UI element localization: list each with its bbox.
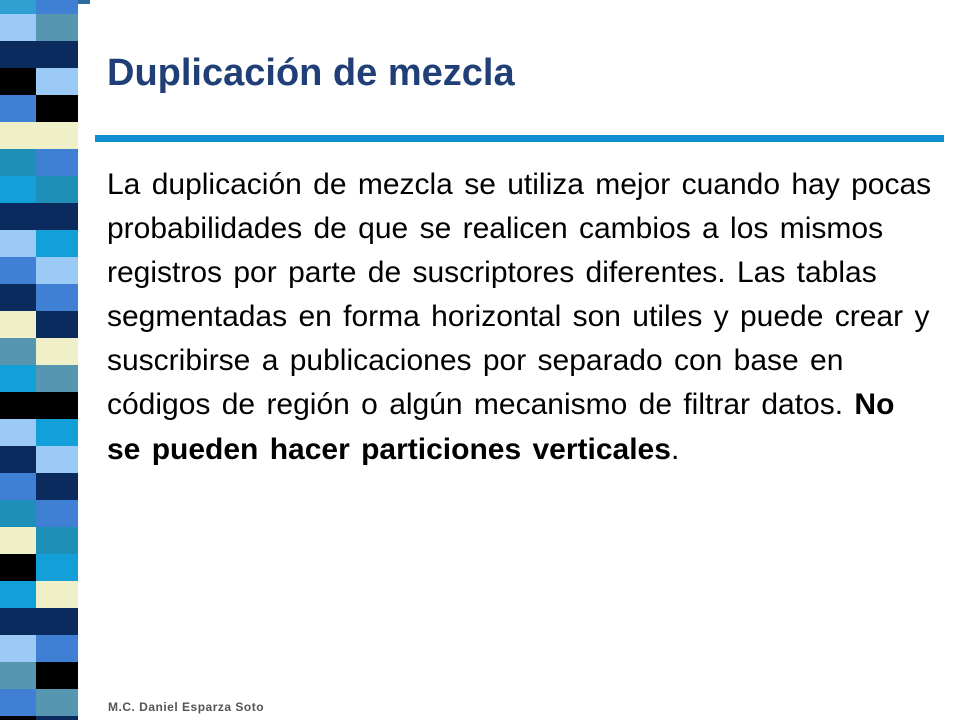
strip-block: [36, 527, 78, 554]
strip-block: [0, 662, 36, 689]
strip-block: [36, 95, 78, 122]
strip-block: [36, 446, 78, 473]
strip-block: [0, 419, 36, 446]
strip-block: [0, 311, 36, 338]
strip-block: [36, 230, 78, 257]
strip-block: [36, 257, 78, 284]
strip-block: [0, 14, 36, 41]
strip-block: [0, 716, 36, 720]
strip-block: [0, 41, 36, 68]
strip-block: [36, 284, 78, 311]
strip-block: [0, 338, 36, 365]
strip-block: [36, 554, 78, 581]
strip-block: [36, 68, 78, 95]
strip-block: [0, 149, 36, 176]
strip-block: [0, 527, 36, 554]
strip-block: [0, 635, 36, 662]
strip-block: [0, 473, 36, 500]
strip-block: [0, 581, 36, 608]
title-divider-rule: [95, 135, 944, 142]
body-text-bold: No se pueden hacer particiones verticales: [107, 388, 895, 466]
strip-block: [36, 419, 78, 446]
slide-body-paragraph: [107, 163, 937, 472]
strip-block: [36, 392, 78, 419]
decorative-side-strip: [0, 0, 78, 720]
strip-block: [36, 203, 78, 230]
strip-block: [36, 176, 78, 203]
strip-block: [0, 608, 36, 635]
strip-block: [36, 635, 78, 662]
strip-block: [36, 149, 78, 176]
strip-block: [36, 14, 78, 41]
strip-block: [36, 311, 78, 338]
strip-block: [0, 0, 36, 14]
strip-block: [36, 716, 78, 720]
strip-block: [36, 365, 78, 392]
body-text-regular: La duplicación de mezcla se utiliza mejor cuando hay pocas probabilidades de que se realicen cambios a los mismos registros por parte de suscriptores diferentes. Las tablas segmentadas en forma horizontal son utiles y puede crear y suscribirse a publicaciones por separado con base en códigos de región o algún mecanismo de filtrar datos.: [107, 168, 932, 422]
slide-footer-author: M.C. Daniel Esparza Soto: [108, 700, 265, 714]
strip-block: [0, 554, 36, 581]
strip-block: [36, 500, 78, 527]
slide-title: Duplicación de mezcla: [107, 52, 515, 94]
strip-block: [0, 689, 36, 716]
strip-block: [0, 365, 36, 392]
strip-block: [0, 176, 36, 203]
strip-block: [36, 338, 78, 365]
strip-edge-accent: [78, 0, 90, 4]
strip-block: [36, 122, 78, 149]
strip-block: [0, 95, 36, 122]
strip-block: [0, 122, 36, 149]
strip-block: [36, 662, 78, 689]
body-text-period: .: [670, 432, 680, 466]
strip-block: [0, 392, 36, 419]
strip-block: [36, 608, 78, 635]
strip-block: [0, 203, 36, 230]
strip-block: [0, 500, 36, 527]
strip-block: [36, 41, 78, 68]
strip-block: [36, 0, 78, 14]
strip-block: [36, 689, 78, 716]
strip-block: [0, 257, 36, 284]
strip-block: [36, 581, 78, 608]
strip-block: [0, 68, 36, 95]
strip-block: [0, 284, 36, 311]
strip-block: [0, 446, 36, 473]
strip-block: [36, 473, 78, 500]
strip-block: [0, 230, 36, 257]
